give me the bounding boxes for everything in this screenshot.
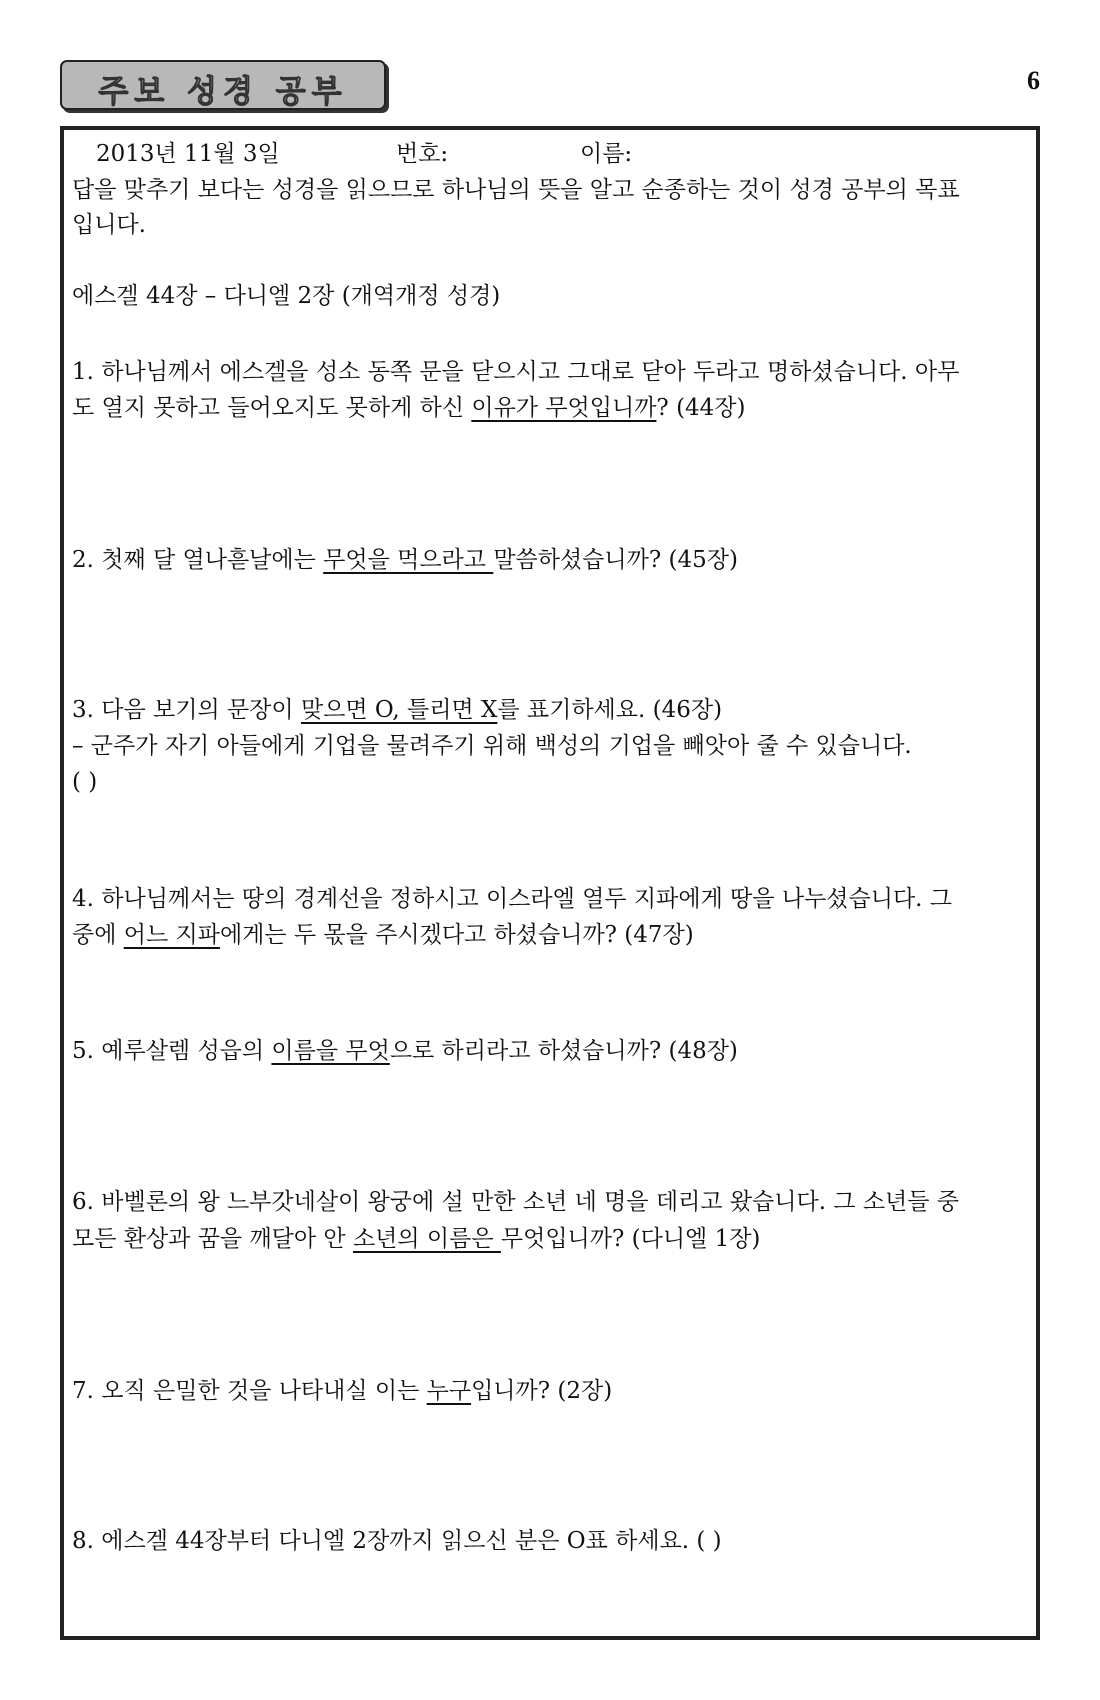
worksheet-frame: [60, 126, 1040, 1640]
question-2: 2. 첫째 달 열나흗날에는 무엇을 먹으라고 말씀하셨습니까? (45장): [72, 547, 738, 573]
number-label: 번호:: [396, 141, 449, 167]
question-1-keyword: 이유가 무엇입니까: [471, 395, 657, 421]
reading-range: 에스겔 44장 – 다니엘 2장 (개역개정 성경): [72, 283, 501, 309]
question-2-keyword: 무엇을 먹으라고: [323, 547, 494, 573]
question-4-line-1: 4. 하나님께서는 땅의 경계선을 정하시고 이스라엘 열두 지파에게 땅을 나누셨습니다. 그: [72, 886, 952, 912]
question-3-line-1: 3. 다음 보기의 문장이 맞으면 O, 틀리면 X를 표기하세요. (46장): [72, 697, 723, 723]
question-3-statement: – 군주가 자기 아들에게 기업을 물려주기 위해 백성의 기업을 빼앗아 줄 수 있습니다.: [72, 733, 912, 759]
question-7-keyword: 누구: [426, 1378, 472, 1404]
question-6-line-1: 6. 바벨론의 왕 느부갓네살이 왕궁에 설 만한 소년 네 명을 데리고 왔습니다. 그 소년들 중: [72, 1189, 960, 1215]
question-5: 5. 예루살렘 성읍의 이름을 무엇으로 하리라고 하셨습니까? (48장): [72, 1038, 738, 1064]
title-box: [60, 60, 386, 110]
question-3-answer-box: ( ): [72, 769, 98, 795]
question-1-line-2: 도 열지 못하고 들어오지도 못하게 하신 이유가 무엇입니까? (44장): [72, 395, 746, 421]
question-7: 7. 오직 은밀한 것을 나타내실 이는 누구입니까? (2장): [72, 1378, 613, 1404]
page-title: 주보 성경 공부: [98, 74, 348, 110]
date: 2013년 11월 3일: [96, 141, 280, 167]
question-6-keyword: 소년의 이름은: [352, 1226, 501, 1252]
intro-line-2: 입니다.: [72, 212, 146, 238]
question-4-line-2: 중에 어느 지파에게는 두 몫을 주시겠다고 하셨습니까? (47장): [72, 922, 694, 948]
page-number: 6: [1027, 66, 1040, 95]
question-8: 8. 에스겔 44장부터 다니엘 2장까지 읽으신 분은 O표 하세요. ( ): [72, 1528, 722, 1554]
intro-line-1: 답을 맞추기 보다는 성경을 읽으므로 하나님의 뜻을 알고 순종하는 것이 성경 공부의 목표: [72, 177, 960, 203]
question-6-line-2: 모든 환상과 꿈을 깨달아 안 소년의 이름은 무엇입니까? (다니엘 1장): [72, 1226, 761, 1252]
question-3-keyword: 맞으면 O, 틀리면 X: [300, 697, 498, 723]
question-4-keyword: 어느 지파: [123, 922, 220, 948]
question-1-line-1: 1. 하나님께서 에스겔을 성소 동쪽 문을 닫으시고 그대로 닫아 두라고 명하셨습니다. 아무: [72, 359, 960, 385]
name-label: 이름:: [580, 141, 633, 167]
question-5-keyword: 이름을 무엇: [271, 1038, 390, 1064]
